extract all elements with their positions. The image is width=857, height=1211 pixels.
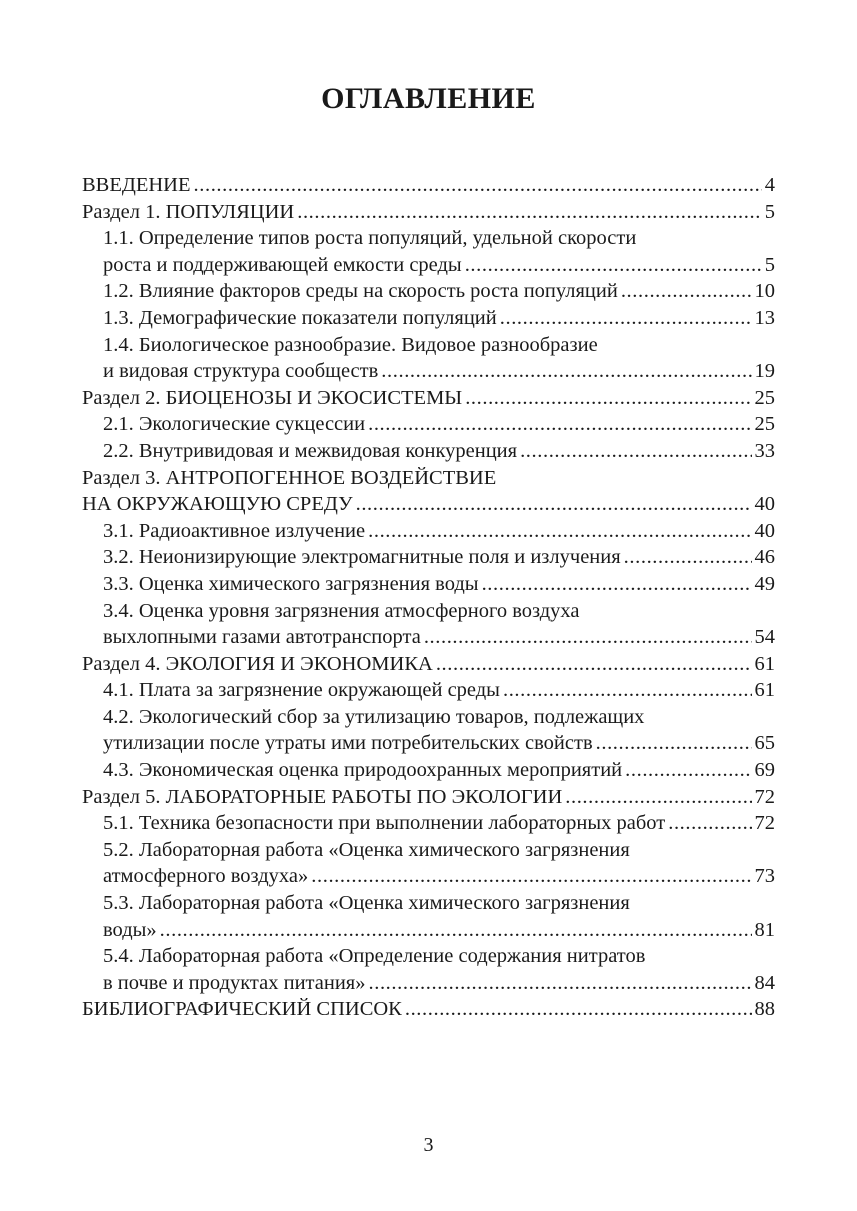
page-title: ОГЛАВЛЕНИЕ: [321, 82, 536, 115]
toc-entry-title: БИБЛИОГРАФИЧЕСКИЙ СПИСОК: [82, 998, 402, 1021]
toc-entry-page: 40: [754, 519, 775, 542]
toc-entry[interactable]: [82, 544, 775, 571]
toc-entry-title: Раздел 5. ЛАБОРАТОРНЫЕ РАБОТЫ ПО ЭКОЛОГИИ: [82, 785, 563, 808]
toc-entry[interactable]: [82, 571, 775, 598]
toc-entry-line: [82, 784, 775, 811]
toc-entry-title: 2.2. Внутривидовая и межвидовая конкуренция: [103, 439, 518, 462]
toc-entry-page: 88: [754, 998, 775, 1021]
toc-entry-page: 13: [754, 306, 775, 329]
toc-entry[interactable]: [82, 837, 775, 890]
toc-entry-line: [103, 917, 775, 944]
toc-entry-title-line: 1.4. Биологическое разнообразие. Видовое разнообразие: [103, 333, 598, 356]
toc-entry-line: [103, 411, 775, 438]
dot-leader: [405, 996, 752, 1023]
toc-entry-title: роста и поддерживающей емкости среды: [103, 253, 462, 276]
toc-entry-page: 73: [754, 865, 775, 888]
toc-entry[interactable]: [82, 757, 775, 784]
toc-entry-title: НА ОКРУЖАЮЩУЮ СРЕДУ: [82, 493, 353, 516]
toc-entry-page: 19: [754, 360, 775, 383]
toc-entry-page: 65: [754, 732, 775, 755]
toc-entry[interactable]: [82, 172, 775, 199]
toc-entry-title: Раздел 2. БИОЦЕНОЗЫ И ЭКОСИСТЕМЫ: [82, 386, 463, 409]
dot-leader: [465, 252, 762, 279]
toc-entry-page: 54: [754, 626, 775, 649]
toc-entry[interactable]: [82, 677, 775, 704]
dot-leader: [596, 730, 752, 757]
dot-leader: [436, 651, 752, 678]
toc-entry-title-line: 5.3. Лабораторная работа «Оценка химического загрязнения: [103, 892, 630, 915]
toc-entry-line: [82, 651, 775, 678]
toc-entry[interactable]: [82, 598, 775, 651]
toc-entry-title-line: 5.4. Лабораторная работа «Определение содержания нитратов: [103, 945, 646, 968]
page-number: 3: [423, 1134, 434, 1156]
dot-leader: [369, 970, 752, 997]
dot-leader: [381, 358, 751, 385]
toc-entry-title: Раздел 4. ЭКОЛОГИЯ И ЭКОНОМИКА: [82, 652, 433, 675]
toc-entry-line: [103, 970, 775, 997]
toc-entry-title: в почве и продуктах питания»: [103, 971, 366, 994]
toc-entry[interactable]: [82, 996, 775, 1023]
toc-entry-title-line: 1.1. Определение типов роста популяций, удельной скорости: [103, 227, 637, 250]
toc-entry-title-line: 5.2. Лабораторная работа «Оценка химического загрязнения: [103, 838, 630, 861]
toc-entry-page: 25: [754, 413, 775, 436]
toc-entry-title: 3.3. Оценка химического загрязнения воды: [103, 572, 479, 595]
toc-entry-title: 4.3. Экономическая оценка природоохранных мероприятий: [103, 759, 623, 782]
dot-leader: [160, 917, 752, 944]
toc-entry-page: 49: [754, 572, 775, 595]
toc-entry-line: [103, 677, 775, 704]
toc-entry-line: [103, 518, 775, 545]
dot-leader: [356, 491, 752, 518]
toc-entry-line: [103, 730, 775, 757]
toc-entry[interactable]: [82, 332, 775, 385]
toc-entry[interactable]: [82, 199, 775, 226]
toc-entry-page: 5: [764, 253, 775, 276]
toc-entry-line: [82, 172, 775, 199]
dot-leader: [194, 172, 762, 199]
toc-entry-line: [103, 358, 775, 385]
toc-entry-title: 3.2. Неионизирующие электромагнитные поля и излучения: [103, 546, 621, 569]
toc-entry-page: 84: [754, 971, 775, 994]
toc-entry-line: [103, 810, 775, 837]
toc-entry-title: Раздел 1. ПОПУЛЯЦИИ: [82, 200, 295, 223]
toc-entry[interactable]: [82, 890, 775, 943]
dot-leader: [482, 571, 752, 598]
toc-entry-title: 2.1. Экологические сукцессии: [103, 413, 366, 436]
toc-entry-title: воды»: [103, 918, 157, 941]
toc-entry-title: 3.1. Радиоактивное излучение: [103, 519, 366, 542]
dot-leader: [668, 810, 751, 837]
toc-entry[interactable]: [82, 465, 775, 518]
toc-entry[interactable]: [82, 784, 775, 811]
toc-entry[interactable]: [82, 305, 775, 332]
toc-entry-line: [103, 438, 775, 465]
toc-entry[interactable]: [82, 438, 775, 465]
toc-entry-page: 33: [754, 439, 775, 462]
dot-leader: [503, 677, 752, 704]
toc-entry-title: 5.1. Техника безопасности при выполнении лабораторных работ: [103, 812, 666, 835]
toc-entry-line: [103, 571, 775, 598]
toc-entry-line: [82, 199, 775, 226]
toc-entry-line: [103, 624, 775, 651]
toc-entry-page: 61: [754, 652, 775, 675]
toc-entry-title: 1.3. Демографические показатели популяций: [103, 306, 497, 329]
toc-entry[interactable]: [82, 385, 775, 412]
toc-entry[interactable]: [82, 225, 775, 278]
toc-entry-line: [103, 252, 775, 279]
toc-entry[interactable]: [82, 943, 775, 996]
toc-entry-line: [103, 863, 775, 890]
toc-entry-page: 81: [754, 918, 775, 941]
dot-leader: [625, 757, 751, 784]
toc-entry-page: 25: [754, 386, 775, 409]
toc-entry-title: утилизации после утраты ими потребительских свойств: [103, 732, 593, 755]
table-of-contents: [82, 172, 775, 1023]
dot-leader: [297, 199, 762, 226]
dot-leader: [465, 385, 751, 412]
toc-entry-line: [103, 305, 775, 332]
toc-entry[interactable]: [82, 810, 775, 837]
toc-entry-page: 46: [754, 546, 775, 569]
toc-entry-title: атмосферного воздуха»: [103, 865, 309, 888]
toc-entry-page: 72: [754, 785, 775, 808]
toc-entry-title: 1.2. Влияние факторов среды на скорость роста популяций: [103, 280, 618, 303]
toc-entry-title-line: 3.4. Оценка уровня загрязнения атмосферного воздуха: [103, 599, 580, 622]
toc-entry-title: и видовая структура сообществ: [103, 360, 379, 383]
toc-entry-page: 69: [754, 759, 775, 782]
toc-entry-title: 4.1. Плата за загрязнение окружающей среды: [103, 679, 500, 702]
toc-entry-line: [103, 278, 775, 305]
dot-leader: [368, 411, 751, 438]
toc-entry-page: 61: [754, 679, 775, 702]
dot-leader: [424, 624, 752, 651]
toc-entry-page: 5: [764, 200, 775, 223]
toc-entry-line: [103, 757, 775, 784]
toc-entry-title-line: 4.2. Экологический сбор за утилизацию товаров, подлежащих: [103, 705, 645, 728]
dot-leader: [624, 544, 752, 571]
toc-entry-line: [82, 491, 775, 518]
toc-entry[interactable]: [82, 278, 775, 305]
toc-entry-page: 4: [764, 174, 775, 196]
dot-leader: [311, 863, 751, 890]
toc-entry[interactable]: [82, 704, 775, 757]
dot-leader: [500, 305, 752, 332]
toc-entry-line: [82, 385, 775, 412]
toc-entry-title: выхлопными газами автотранспорта: [103, 626, 421, 649]
dot-leader: [621, 278, 752, 305]
toc-entry[interactable]: [82, 651, 775, 678]
toc-entry[interactable]: [82, 411, 775, 438]
toc-entry-title: ВВЕДЕНИЕ: [82, 174, 191, 196]
dot-leader: [520, 438, 751, 465]
dot-leader: [368, 518, 751, 545]
toc-entry[interactable]: [82, 518, 775, 545]
dot-leader: [565, 784, 751, 811]
toc-entry-title-line: Раздел 3. АНТРОПОГЕННОЕ ВОЗДЕЙСТВИЕ: [82, 466, 497, 489]
toc-entry-page: 10: [754, 280, 775, 303]
toc-entry-page: 40: [754, 493, 775, 516]
toc-entry-line: [103, 544, 775, 571]
toc-entry-page: 72: [754, 812, 775, 835]
toc-entry-line: [82, 996, 775, 1023]
